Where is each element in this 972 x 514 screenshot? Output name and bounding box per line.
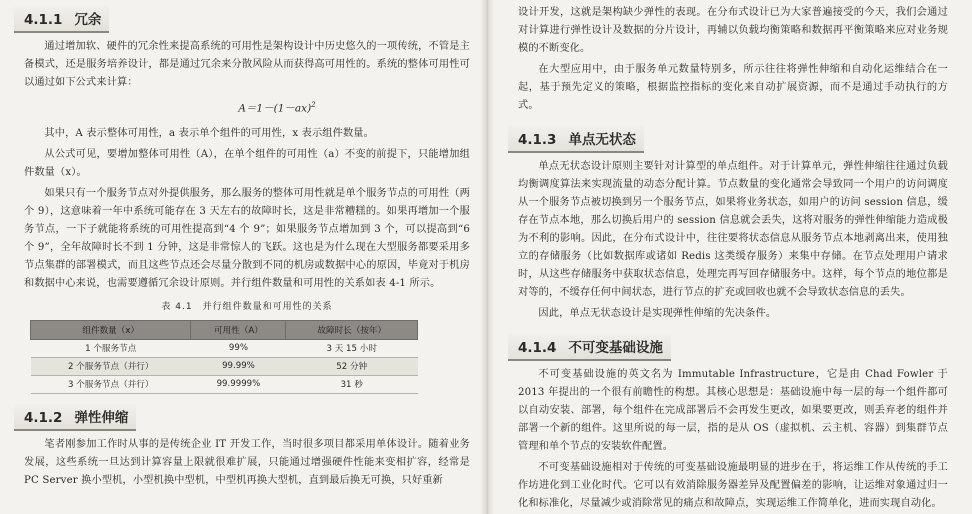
section-heading-redundancy [14,6,109,33]
section-number: 4.1.4 [518,340,557,356]
paragraph: 单点无状态设计原则主要针对计算型的单点组件。对于计算单元，弹性伸缩往往通过负载均衡调度算法来实现流量的动态分配计算。节点数量的变化通常会导致同一个用户的访问调度从一个服务节点被切换到另一个服务节点，如果将业务状态，如用户的访问 session 信息，缓存在节点本地，那么切换后用户的 session 信息就会丢失，这将对服务的弹性伸缩能力造成极为不利的影响。因此，在分布式设计中，往往要将状态信息从服务节点本地剥离出来，使用独立的存储服务（比如数据库或诸如 Redis 这类缓存服务）来集中存储。在节点处理用户请求时，从这些存储服务中获取状态信息，处理完再写回存储服务中。这样，每个节点的地位都是对等的，不缓存任何中间状态，进行节点的扩充或回收也就不会导致状态信息的丢失。 [518,161,948,298]
table-header-cell: 可用性（A） [191,320,286,339]
table-header-row [31,320,418,339]
paragraph: 因此，单点无状态设计是实现弹性伸缩的先决条件。 [538,308,777,319]
table-cell: 99.99% [191,357,286,375]
paragraph: 通过增加软、硬件的冗余性来提高系统的可用性是架构设计中历史悠久的一项传统，不管是主备模式，还是服务培养设计，都是通过冗余来分散风险从而获得高可用性的。系统的整体可用性可以通过如下公式来计算： [24,41,470,88]
section-number: 4.1.2 [24,409,63,426]
section-number: 4.1.3 [518,132,557,148]
availability-formula [84,95,470,119]
table-cell: 99.9999% [191,375,286,393]
table-cell: 99% [191,339,286,357]
table-cell: 52 分钟 [286,357,418,375]
section-heading-immutable-infrastructure [508,334,671,361]
section-title: 冗余 [74,12,102,28]
table-cell: 3 天 15 小时 [286,339,418,357]
table-row [31,357,418,375]
section-heading-elastic-scaling [14,404,136,431]
section-title: 单点无状态 [568,132,636,148]
formula-text: A＝1－(1－ax) [238,102,312,115]
paragraph: 设计开发，这就是架构缺少弹性的表现。在分布式设计已为大家普遍接受的今天，我们会通过对计算进行弹性设计及数据的分片设计，再辅以负载均衡策略和数据再平衡策略来应对业务规模的不断变化。 [518,7,948,54]
table-cell: 2 个服务节点（并行） [31,357,191,375]
paragraph: 如果只有一个服务节点对外提供服务，那么服务的整体可用性就是单个服务节点的可用性（两个 9），这意味着一年中系统可能存在 3 天左右的故障时长，这是非常糟糕的。如果再增加一个服务节点，一下子就能将系统的可用性提高到“4 个 9”；如果服务节点增加到 3 个，可以提高到“6 个 9”，全年故障时长不到 1 分钟，这是非常惊人的飞跃。这也是为什么现在大型服务都要采用多节点集群的部署模式，而且这些节点还会尽量分散到不同的机房或数据中心的原因，毕竟对于机房和数据中心来说，也需要遵循冗余设计原则。并行组件数量和可用性的关系如表 4-1 所示。 [24,187,470,289]
paragraph: 其中，A 表示整体可用性，a 表示单个组件的可用性，x 表示组件数量。 [44,127,374,139]
page-gutter [480,0,494,514]
paragraph: 不可变基础设施相对于传统的可变基础设施最明显的进步在于，将运维工作从传统的手工作坊进化到工业化时代。它可以有效消除服务器差异及配置偏差的影响，让运维对象通过归一化和标准化，尽量减少或消除常见的痛点和故障点，实现运维工作简单化，进而实现自动化。 [518,462,948,509]
paragraph: 从公式可见，要增加整体可用性（A），在单个组件的可用性（a）不变的前提下，只能增加组件数量（x）。 [24,148,470,178]
table-cell: 1 个服务节点 [31,339,191,357]
paragraph: 不可变基础设施的英文名为 Immutable Infrastructure，它是由 Chad Fowler 于 2013 年提出的一个很有前瞻性的构想。其核心思想是：基础设施中每一层的每一个组件都可以自动安装、部署，每个组件在完成部署后不会再发生更改，如果要更改，则丢弃老的组件并部署一个新的组件。这里所说的每一层，指的是从 OS（虚拟机、云主机、容器）到集群节点管理和单个节点的安装软件配置。 [518,369,948,452]
table-header-cell: 组件数量（x） [31,320,191,339]
table-row [31,375,418,393]
table-header-cell: 故障时长（按年） [286,320,418,339]
formula-exponent: 2 [311,101,316,109]
section-heading-stateless [508,126,644,153]
table-cell: 3 个服务节点（并行） [31,375,191,393]
section-title: 弹性伸缩 [74,409,129,426]
paragraph: 在大型应用中，由于服务单元数量特别多，所示往往将弹性伸缩和自动化运维结合在一起，基于预先定义的策略，根据监控指标的变化来自动扩展资源，而不是通过手动执行的方式。 [518,64,948,111]
section-number: 4.1.1 [24,12,63,28]
section-title: 不可变基础设施 [568,340,663,356]
availability-table [30,320,418,394]
right-page [486,0,972,514]
paragraph: 笔者刚参加工作时从事的是传统企业 IT 开发工作，当时很多项目都采用单体设计。随着业务发展，这些系统一旦达到计算容量上限就很难扩展，只能通过增强硬件性能来变相扩容，经常是 PC Server 换小型机，小型机换中型机，中型机再换大型机，直到最后换无可换，只好重新 [24,438,470,486]
table-row [31,339,418,357]
table-caption: 表 4.1 并行组件数量和可用性的关系 [161,301,333,312]
table-cell: 31 秒 [286,375,418,393]
